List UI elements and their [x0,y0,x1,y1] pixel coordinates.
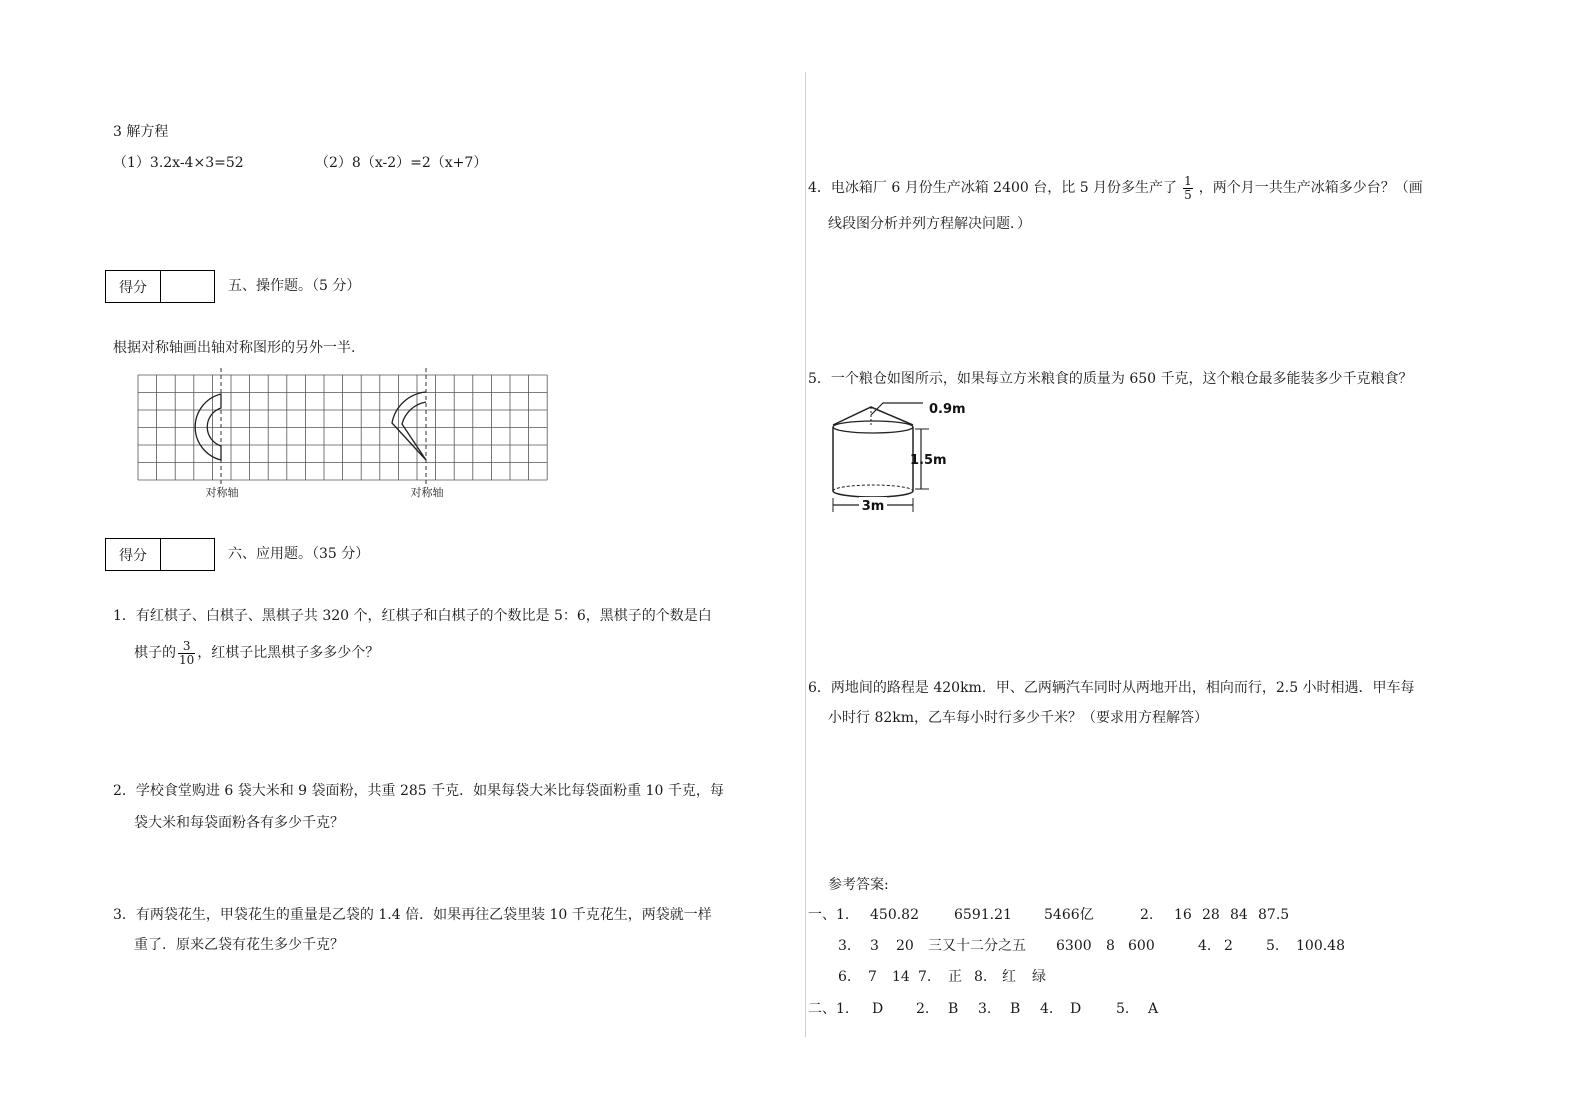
answers-row-1: 一、1. 450.82 6591.21 5466亿 2. 16 28 84 87.5 [808,907,1290,923]
q4-line1 [808,173,1423,203]
granary-top-ellipse [833,421,913,433]
section6-title: 六、应用题。（35 分） [228,546,370,562]
q3-line2: 重了．原来乙袋有花生多少千克？ [134,937,344,953]
axis-label-1: 对称轴 [205,486,239,499]
half-ring-shape [195,394,221,460]
answers-row-4: 二、1. D 2. B 3. B 4. D 5. A [808,1001,1159,1017]
equation-1: （1）3.2x-4×3=52 [113,155,244,171]
q6-line1: 6．两地间的路程是 420km．甲、乙两辆汽车同时从两地开出，相向而行，2.5 小时相遇．甲车每 [808,680,1415,696]
q4-line1-post: ，两个月一共生产冰箱多少台？（画 [1198,180,1423,196]
section5-instruction: 根据对称轴画出轴对称图形的另外一半. [113,340,356,356]
q5-line1: 5．一个粮仓如图所示，如果每立方米粮食的质量为 650 千克，这个粮仓最多能装多少千克粮食？ [808,371,1413,387]
score-label: 得分 [106,539,161,570]
q2-line2: 袋大米和每袋面粉各有多少千克？ [134,815,344,831]
column-divider [805,72,806,1037]
equation-2: （2）8（x-2）=2（x+7） [315,155,488,171]
score-label: 得分 [106,271,161,302]
q1-line1: 1．有红棋子、白棋子、黑棋子共 320 个，红棋子和白棋子的个数比是 5：6，黑棋子的个数是白 [113,608,712,624]
answers-title: 参考答案: [828,877,889,893]
q1-line2-pre: 棋子的 [134,645,176,661]
answers-row-2: 3. 3 20 三又十二分之五 6300 8 600 4. 2 5. 100.48 [838,938,1345,954]
q1-line2-post: ，红棋子比黑棋子多多少个？ [197,645,380,661]
q3-line1: 3．有两袋花生，甲袋花生的重量是乙袋的 1.4 倍．如果再往乙袋里装 10 千克花生，两袋就一样 [113,907,712,923]
q4-fraction: $\frac{1}{5}$ [1184,173,1192,202]
granary-bottom-front [833,491,913,497]
half-arrow-shape [392,392,426,460]
q4-line2: 线段图分析并列方程解决问题．） [828,216,1031,232]
symmetry-grid [130,368,560,503]
q4-line1-pre: 4．电冰箱厂 6 月份生产冰箱 2400 台，比 5 月份多生产了 [808,180,1178,196]
axis-label-2: 对称轴 [410,486,444,499]
dim-bottom-label: 3m [861,499,885,514]
equations-heading: 3 解方程 [113,124,169,140]
q6-line2: 小时行 82km，乙车每小时行多少千米？（要求用方程解答） [828,710,1209,726]
cone-height-leader [871,403,923,415]
granary-diagram [825,395,975,515]
score-box-section5 [105,270,215,303]
q1-fraction: $\frac{3}{10}$ [179,638,195,667]
score-box-section6 [105,538,215,571]
dim-side-label: 1.5m [910,453,947,468]
answers-row-3: 6. 7 14 7. 正 8. 红 绿 [838,969,1046,985]
dim-top-label: 0.9m [929,402,966,417]
q1-line2 [134,638,379,668]
q2-line1: 2．学校食堂购进 6 袋大米和 9 袋面粉，共重 285 千克．如果每袋大米比每袋面粉重 10 千克，每 [113,783,724,799]
granary-bottom-back [833,485,913,491]
section5-title: 五、操作题。（5 分） [228,278,361,294]
